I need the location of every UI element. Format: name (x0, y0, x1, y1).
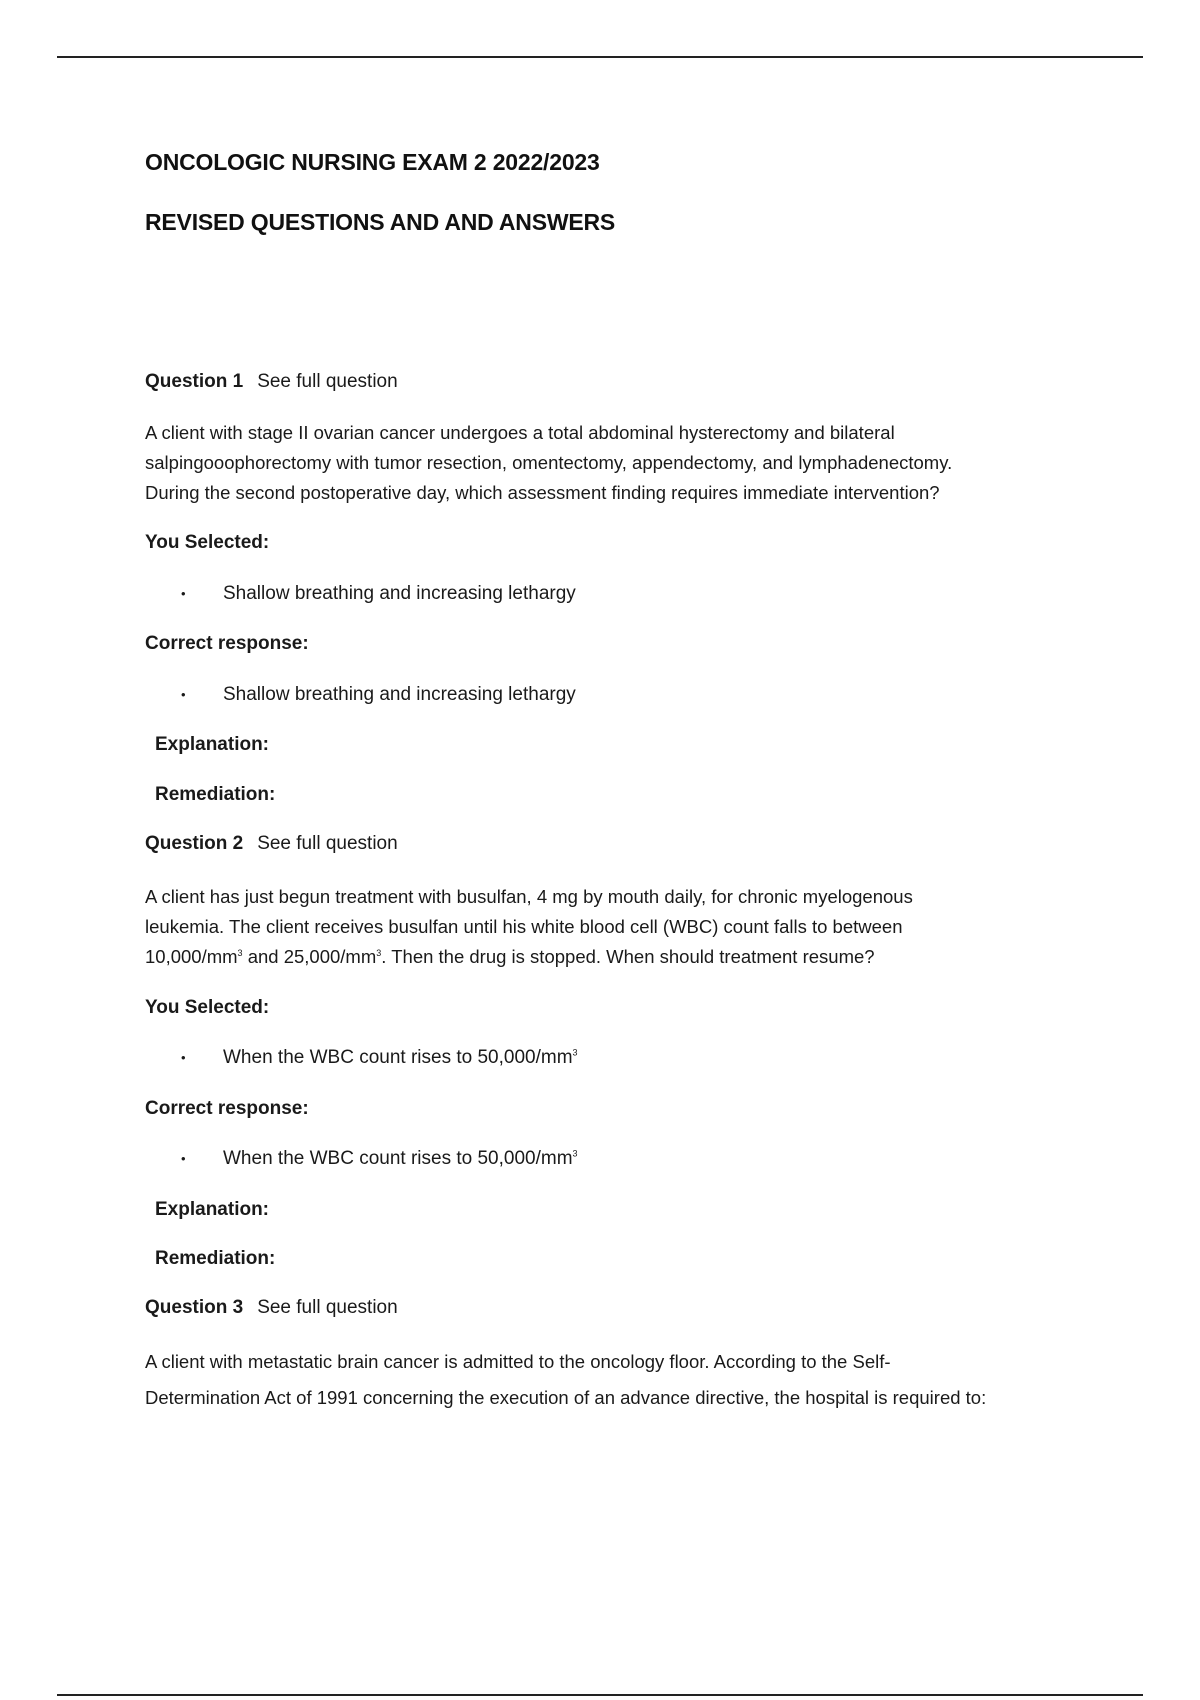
top-rule (57, 56, 1143, 58)
correct-response-label: Correct response: (145, 633, 309, 654)
bullet-icon: • (181, 687, 186, 703)
superscript: 3 (572, 1148, 578, 1159)
selected-answer (145, 583, 576, 605)
question-text-line: leukemia. The client receives busulfan until his white blood cell (WBC) count falls to between (145, 916, 903, 937)
question-3-header (145, 1297, 398, 1319)
question-1-text (145, 418, 952, 508)
superscript: 3 (376, 947, 382, 958)
bullet-icon: • (181, 1151, 186, 1167)
selected-answer (145, 1047, 578, 1069)
correct-response-label: Correct response: (145, 1098, 309, 1119)
question-number: Question 2 (145, 833, 244, 854)
question-2-header (145, 833, 398, 855)
see-full-question-link[interactable]: See full question (257, 1297, 398, 1318)
document-subtitle: REVISED QUESTIONS AND AND ANSWERS (145, 209, 616, 235)
question-text-line: A client with stage II ovarian cancer undergoes a total abdominal hysterectomy and bilateral (145, 422, 895, 443)
you-selected-label: You Selected: (145, 532, 270, 553)
bottom-rule (57, 1694, 1143, 1696)
correct-answer (145, 1148, 578, 1170)
question-text-line: Determination Act of 1991 concerning the execution of an advance directive, the hospital is required to: (145, 1387, 987, 1408)
question-text-line: A client with metastatic brain cancer is admitted to the oncology floor. According to the Self- (145, 1351, 891, 1372)
see-full-question-link[interactable]: See full question (257, 371, 398, 392)
correct-answer (145, 684, 576, 706)
superscript: 3 (237, 947, 243, 958)
question-text-line: During the second postoperative day, which assessment finding requires immediate intervention? (145, 482, 940, 503)
correct-answer-text: When the WBC count rises to 50,000/mm (223, 1148, 573, 1169)
text-part: . Then the drug is stopped. When should treatment resume? (381, 946, 875, 967)
explanation-label: Explanation: (155, 1199, 270, 1220)
superscript: 3 (572, 1047, 578, 1058)
selected-answer-text: When the WBC count rises to 50,000/mm (223, 1047, 573, 1068)
question-text-line (145, 942, 913, 972)
question-3-text (145, 1344, 986, 1416)
bullet-icon: • (181, 586, 186, 602)
question-text-line: A client has just begun treatment with busulfan, 4 mg by mouth daily, for chronic myelogenous (145, 886, 913, 907)
remediation-label: Remediation: (155, 1248, 276, 1269)
remediation-label: Remediation: (155, 784, 276, 805)
you-selected-label: You Selected: (145, 997, 270, 1018)
text-part: 10,000/mm (145, 946, 238, 967)
selected-answer-text: Shallow breathing and increasing lethargy (223, 583, 576, 604)
question-number: Question 3 (145, 1297, 244, 1318)
document-title: ONCOLOGIC NURSING EXAM 2 2022/2023 (145, 149, 600, 175)
question-number: Question 1 (145, 371, 244, 392)
text-part: and 25,000/mm (242, 946, 377, 967)
bullet-icon: • (181, 1050, 186, 1066)
see-full-question-link[interactable]: See full question (257, 833, 398, 854)
question-2-text (145, 882, 913, 972)
question-1-header (145, 371, 398, 393)
question-text-line: salpingooophorectomy with tumor resection, omentectomy, appendectomy, and lymphadenectomy. (145, 452, 953, 473)
explanation-label: Explanation: (155, 734, 270, 755)
correct-answer-text: Shallow breathing and increasing lethargy (223, 684, 576, 705)
